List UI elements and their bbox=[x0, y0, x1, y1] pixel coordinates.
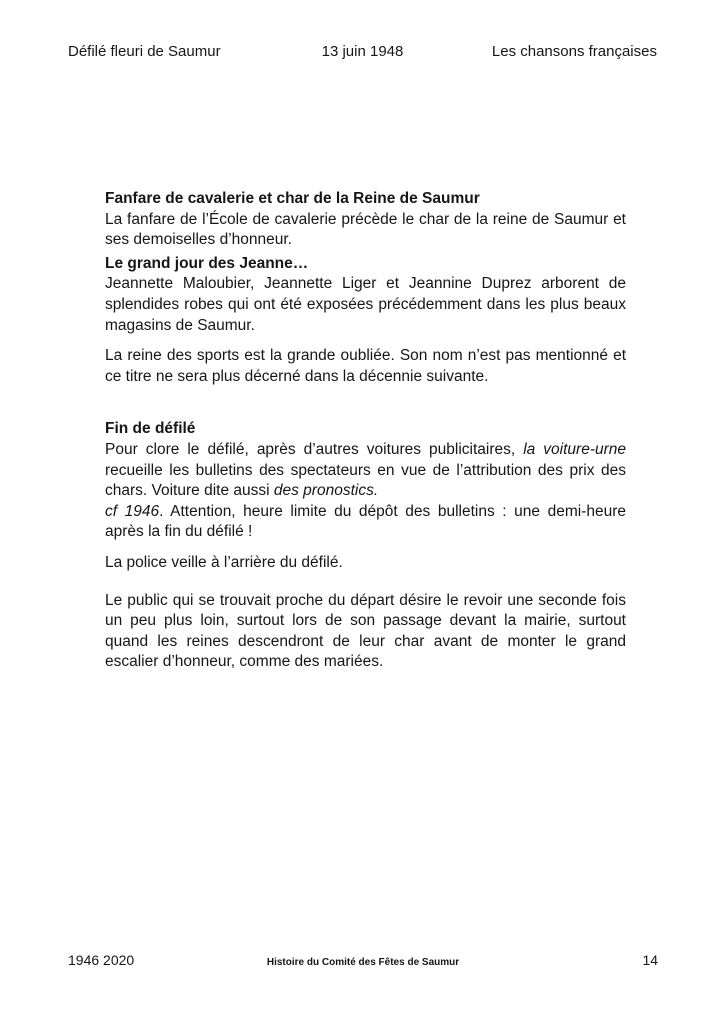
text-run: Jeannette Maloubier, Jeannette Liger et Jeannine Duprez arborent de splendides robes qui ont été exposées précédemment dans les plus beaux magasins de Saumur. bbox=[105, 275, 626, 334]
blank-line bbox=[105, 336, 626, 346]
header-date: 13 juin 1948 bbox=[321, 43, 404, 60]
text-run: . Attention, heure limite du dépôt des bulletins : une demi-heure après la fin du défilé ! bbox=[105, 502, 626, 541]
text-run: Pour clore le défilé, après d’autres voitures publicitaires, bbox=[105, 440, 524, 458]
blank-line bbox=[105, 574, 626, 591]
footer-book-title: Histoire du Comité des Fêtes de Saumur bbox=[266, 957, 460, 968]
paragraph bbox=[105, 502, 626, 543]
italic-run: des pronostics. bbox=[273, 482, 379, 500]
section-heading: Fanfare de cavalerie et char de la Reine de Saumur bbox=[105, 190, 480, 207]
text-run: recueille les bulletins des spectateurs en vue de l’attribution des prix des chars. Voiture dite aussi bbox=[105, 461, 626, 500]
italic-run: la voiture-urne bbox=[523, 440, 627, 458]
text-run: La reine des sports est la grande oubliée. Son nom n’est pas mentionné et ce titre ne sera plus décerné dans la décennie suivante. bbox=[105, 347, 626, 385]
section-heading: Fin de défilé bbox=[105, 420, 196, 438]
paragraph bbox=[105, 210, 626, 251]
blank-line bbox=[105, 543, 626, 553]
section-heading: Le grand jour des Jeanne… bbox=[105, 254, 309, 272]
text-run: La fanfare de l’École de cavalerie précède le char de la reine de Saumur et ses demoiselles d’honneur. bbox=[105, 210, 626, 249]
paragraph bbox=[105, 274, 626, 336]
header-chapter-title: Les chansons françaises bbox=[491, 43, 657, 60]
paragraph bbox=[105, 553, 626, 574]
paragraph bbox=[105, 440, 626, 502]
text-run: Le public qui se trouvait proche du départ désire le revoir une seconde fois un peu plus loin, surtout lors de son passage devant la mairie, surtout quand les reines descendront de leur char avant de monter le grand escalier d’honneur, comme des mariées. bbox=[105, 591, 626, 671]
footer-years: 1946 2020 bbox=[68, 952, 135, 968]
header-document-title: Défilé fleuri de Saumur bbox=[68, 43, 221, 60]
running-footer bbox=[68, 952, 658, 968]
footer-page-number: 14 bbox=[642, 952, 659, 968]
running-header bbox=[68, 44, 657, 60]
paragraph bbox=[105, 346, 626, 387]
paragraph bbox=[105, 591, 626, 673]
document-body bbox=[105, 189, 626, 673]
italic-run: cf 1946 bbox=[105, 502, 160, 520]
text-run: La police veille à l’arrière du défilé. bbox=[105, 553, 343, 571]
